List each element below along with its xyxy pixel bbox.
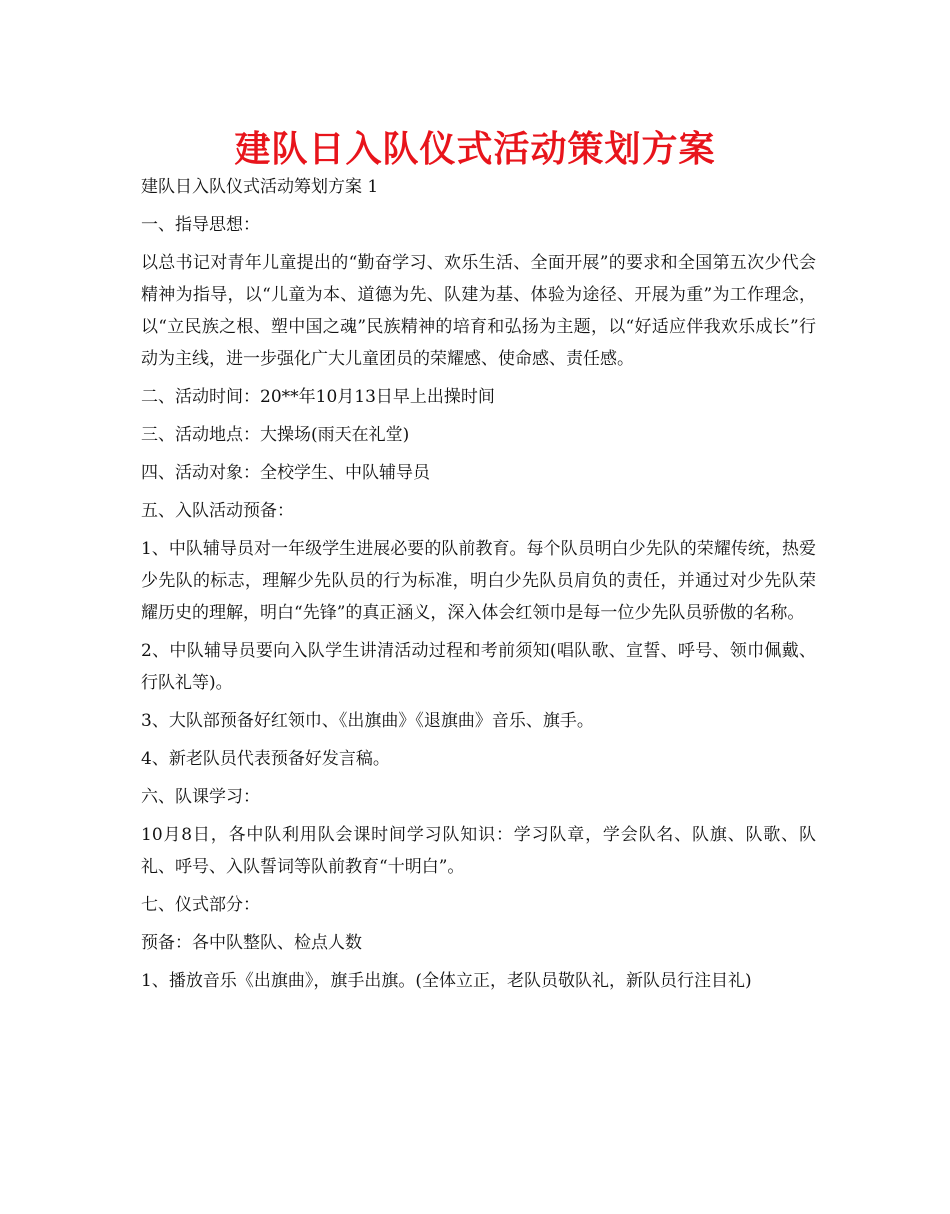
heading-ceremony: 七、仪式部分： xyxy=(141,895,260,915)
document-body xyxy=(141,171,816,1003)
paragraph-ceremony-1: 1、播放音乐《出旗曲》，旗手出旗。(全体立正，老队员敬队礼，新队员行注目礼) xyxy=(141,971,752,991)
paragraph-team-lesson: 10月8日，各中队利用队会课时间学习队知识：学习队章，学会队名、队旗、队歌、队礼、呼号、入队誓词等队前教育“十明白”。 xyxy=(141,825,816,877)
paragraph-subtitle: 建队日入队仪式活动筹划方案 1 xyxy=(141,177,379,197)
heading-guiding-thought: 一、指导思想： xyxy=(141,215,260,235)
heading-team-lesson: 六、队课学习： xyxy=(141,787,260,807)
paragraph-activity-time: 二、活动时间：20**年10月13日早上出操时间 xyxy=(141,387,495,407)
paragraph-preparation-3: 3、大队部预备好红领巾、《出旗曲》《退旗曲》音乐、旗手。 xyxy=(141,711,594,731)
paragraph-ceremony-prep: 预备：各中队整队、检点人数 xyxy=(141,933,362,953)
paragraph-preparation-4: 4、新老队员代表预备好发言稿。 xyxy=(141,749,390,769)
paragraph-activity-target: 四、活动对象：全校学生、中队辅导员 xyxy=(141,463,430,483)
paragraph-activity-location: 三、活动地点：大操场(雨天在礼堂) xyxy=(141,425,410,445)
heading-preparation: 五、入队活动预备： xyxy=(141,501,294,521)
paragraph-guiding-thought: 以总书记对青年儿童提出的“勤奋学习、欢乐生活、全面开展”的要求和全国第五次少代会精神为指导，以“儿童为本、道德为先、队建为基、体验为途径、开展为重”为工作理念，以“立民族之根、塑中国之魂”民族精神的培育和弘扬为主题，以“好适应伴我欢乐成长”行动为主线，进一步强化广大儿童团员的荣耀感、使命感、责任感。 xyxy=(141,253,816,369)
paragraph-preparation-1: 1、中队辅导员对一年级学生进展必要的队前教育。每个队员明白少先队的荣耀传统，热爱少先队的标志，理解少先队员的行为标准，明白少先队员肩负的责任，并通过对少先队荣耀历史的理解，明白“先锋”的真正涵义，深入体会红领巾是每一位少先队员骄傲的名称。 xyxy=(141,539,816,623)
document-title: 建队日入队仪式活动策划方案 xyxy=(234,129,716,170)
paragraph-preparation-2: 2、中队辅导员要向入队学生讲清活动过程和考前须知(唱队歌、宣誓、呼号、领巾佩戴、行队礼等)。 xyxy=(141,641,816,693)
